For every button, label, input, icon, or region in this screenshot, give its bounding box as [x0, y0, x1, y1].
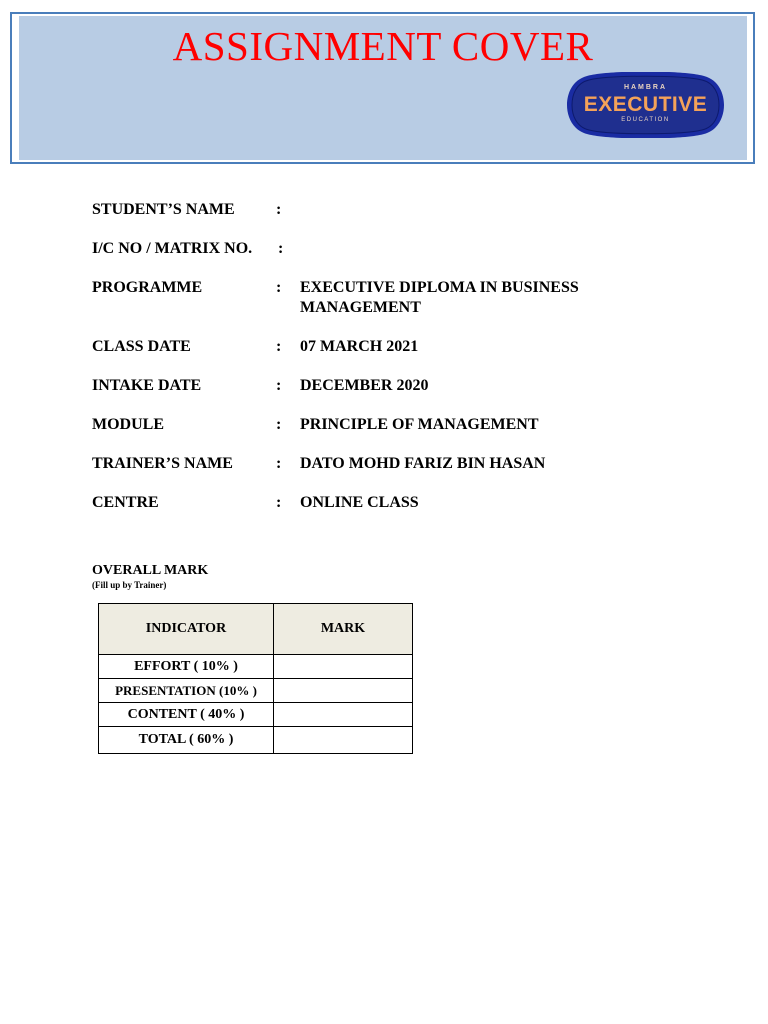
field-value: PRINCIPLE OF MANAGEMENT: [300, 416, 539, 433]
field-colon: :: [276, 455, 282, 472]
field-label: PROGRAMME: [92, 279, 203, 296]
hambra-logo: [567, 72, 724, 138]
field-value: DATO MOHD FARIZ BIN HASAN: [300, 455, 546, 472]
overall-mark-note: (Fill up by Trainer): [92, 580, 167, 590]
field-colon: :: [276, 377, 282, 394]
field-value: ONLINE CLASS: [300, 494, 419, 511]
field-colon: :: [276, 338, 282, 355]
overall-mark-title: OVERALL MARK: [92, 563, 209, 578]
indicator-cell: CONTENT ( 40% ): [99, 703, 274, 727]
page-title: ASSIGNMENT COVER: [172, 23, 594, 69]
field-label: MODULE: [92, 416, 164, 433]
logo-top-text: HAMBRA: [623, 84, 668, 91]
table-row: [99, 679, 413, 703]
table-row: [99, 655, 413, 679]
field-label: CLASS DATE: [92, 338, 191, 355]
table-row-total: [99, 727, 413, 754]
header-mark: MARK: [274, 604, 413, 655]
field-value: EXECUTIVE DIPLOMA IN BUSINESS MANAGEMENT: [300, 279, 579, 316]
field-value: 07 MARCH 2021: [300, 338, 419, 355]
table-header-row: [99, 604, 413, 655]
field-colon: :: [278, 240, 284, 257]
field-colon: :: [276, 494, 282, 511]
field-label: INTAKE DATE: [92, 377, 202, 394]
field-colon: :: [276, 279, 282, 296]
mark-cell[interactable]: [274, 703, 413, 727]
field-label: I/C NO / MATRIX NO.: [92, 240, 253, 257]
logo-bottom-text: EDUCATION: [621, 117, 670, 123]
field-label: STUDENT’S NAME: [92, 201, 235, 218]
mark-cell[interactable]: [274, 679, 413, 703]
indicator-cell: PRESENTATION (10% ): [99, 679, 274, 703]
mark-cell[interactable]: [274, 727, 413, 754]
mark-cell[interactable]: [274, 655, 413, 679]
field-colon: :: [276, 416, 282, 433]
indicator-cell: TOTAL ( 60% ): [99, 727, 274, 754]
indicator-cell: EFFORT ( 10% ): [99, 655, 274, 679]
field-label: TRAINER’S NAME: [92, 455, 233, 472]
field-label: CENTRE: [92, 494, 159, 511]
logo-main-text: EXECUTIVE: [583, 93, 708, 116]
header-indicator: INDICATOR: [99, 604, 274, 655]
field-value: DECEMBER 2020: [300, 377, 429, 394]
mark-table: [98, 603, 413, 754]
field-colon: :: [276, 201, 282, 218]
table-row: [99, 703, 413, 727]
